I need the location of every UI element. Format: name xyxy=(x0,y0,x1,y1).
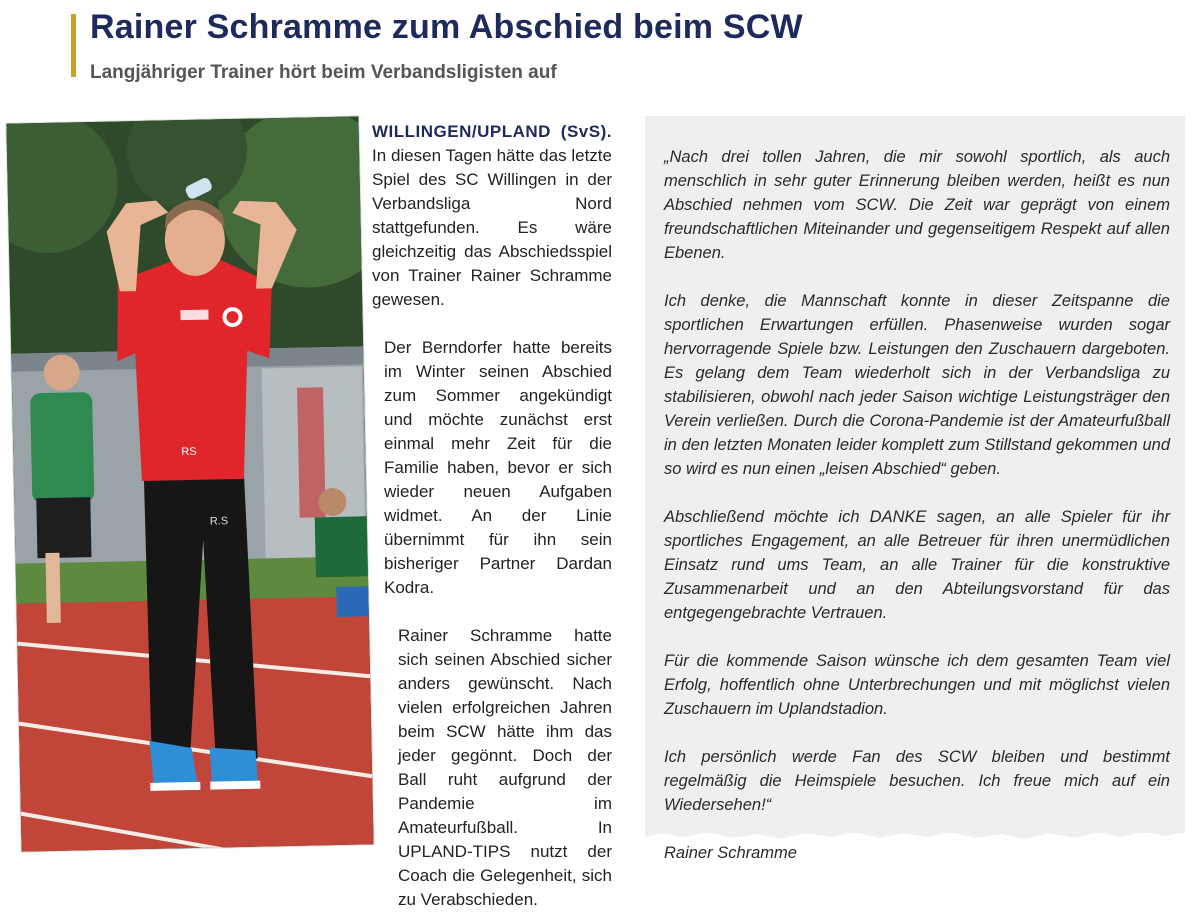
quote-paragraph-3: Abschließend möchte ich DANKE sagen, an alle Spieler für ihr sportliches Engagement, an alle Betreuer für ihren unermüdlichen Einsatz rund ums Team, an alle Trainer für die konstruktive Zusammenarbeit und an den Abteilungsvorstand für das entgegengebrachte Vertrauen. xyxy=(664,508,1170,622)
page-subtitle: Langjähriger Trainer hört beim Verbandsligisten auf xyxy=(90,62,557,83)
coach-photo xyxy=(6,116,373,851)
quote-paragraph-1: „Nach drei tollen Jahren, die mir sowohl sportlich, als auch menschlich in sehr guter Erinnerung bleiben werden, heißt es nun Abschied nehmen vom SCW. Die Zeit war geprägt von einem freundschaftlichen Miteinander und gegenseitigem Respekt auf allen Ebenen. xyxy=(664,148,1170,262)
quote-signature: Rainer Schramme xyxy=(664,844,797,862)
article-column xyxy=(372,120,612,912)
trouser-initials: R.S xyxy=(209,515,229,528)
coach-photo-illustration xyxy=(6,116,373,851)
quote-paragraph-2: Ich denke, die Mannschaft konnte in dieser Zeitspanne die sportlichen Erwartungen erfüllen. Phasenweise wurden sogar hervorragende Spiele bzw. Leistungen den Zuschauern dargeboten. Es gelang dem Team wiederholt sich in der Verbandsliga zu stabilisieren, obwohl nach jeder Saison wichtige Leistungsträger den Verein verließen. Durch die Corona-Pandemie ist der Amateurfußball in den letzten Monaten leider komplett zum Stillstand gekommen und so wird es nun einen „leisen Abschied“ geben. xyxy=(664,292,1170,478)
quote-paragraph-4: Für die kommende Saison wünsche ich dem gesamten Team viel Erfolg, hoffentlich ohne Unterbrechungen und mit möglichst vielen Zuschauern im Uplandstadion. xyxy=(664,652,1170,718)
article-paragraph-3: Rainer Schramme hatte sich seinen Abschied sicher anders gewünscht. Nach vielen erfolgreichen Jahren beim SCW hätte ihm das jeder gegönnt. Doch der Ball ruht aufgrund der Pandemie im Amateurfußball. In UPLAND-TIPS nutzt der Coach die Gelegenheit, sich zu Verabschieden. xyxy=(398,626,612,909)
quote-text xyxy=(664,145,1170,865)
article-paragraph-1: In diesen Tagen hätte das letzte Spiel des SC Willingen in der Verbandsliga Nord stattgefunden. Es wäre gleichzeitig das Abschiedsspiel von Trainer Rainer Schramme gewesen. xyxy=(372,146,612,309)
dateline: WILLINGEN/UPLAND (SvS). xyxy=(372,122,612,141)
shirt-initials: RS xyxy=(181,445,197,459)
torn-paper-edge xyxy=(645,822,1185,846)
article-paragraph-2: Der Berndorfer hatte bereits im Winter seinen Abschied zum Sommer angekündigt und möchte zunächst erst einmal mehr Zeit für die Familie haben, bevor er sich wieder neuen Aufgaben widmet. An der Linie übernimmt für ihn sein bisheriger Partner Dardan Kodra. xyxy=(384,338,612,597)
page-title: Rainer Schramme zum Abschied beim SCW xyxy=(90,8,803,46)
accent-bar xyxy=(71,14,76,77)
quote-paragraph-5: Ich persönlich werde Fan des SCW bleiben und bestimmt regelmäßig die Heimspiele besuchen. Ich freue mich auf ein Wiedersehen!“ xyxy=(664,748,1170,814)
